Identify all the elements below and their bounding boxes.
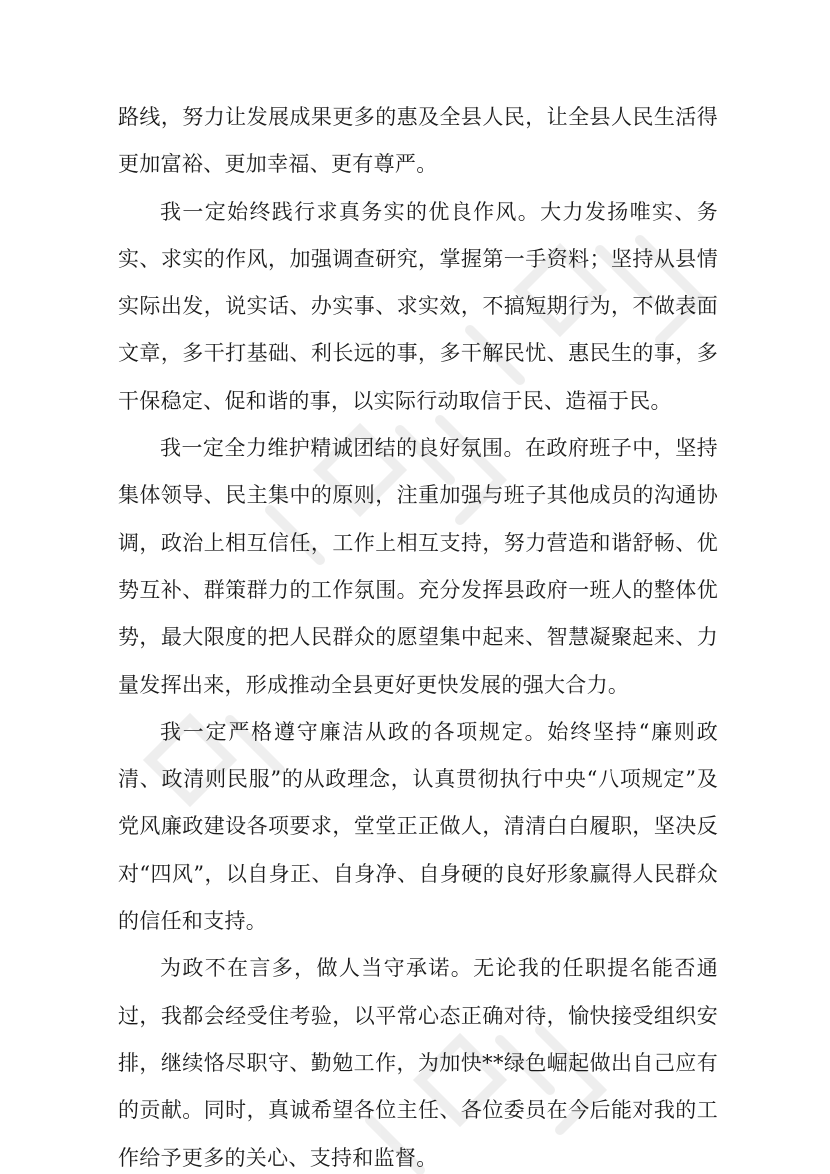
- paragraph-2: 我一定始终践行求真务实的优良作风。大力发扬唯实、务实、求实的作风，加强调查研究，掌握第一手资料；坚持从县情实际出发，说实话、办实事、求实效，不搞短期行为，不做表面文章，多干打基础、利长远的事，多干解民忧、惠民生的事，多干保稳定、促和谐的事，以实际行动取信于民、造福于民。: [118, 199, 718, 413]
- paragraph-1: 路线，努力让发展成果更多的惠及全县人民，让全县人民生活得更加富裕、更加幸福、更有尊严。: [118, 105, 718, 177]
- paragraph-5: 为政不在言多，做人当守承诺。无论我的任职提名能否通过，我都会经受住考验，以平常心态正确对待，愉快接受组织安排，继续恪尽职守、勤勉工作，为加快**绿色崛起做出自己应有的贡献。同时，真诚希望各位主任、各位委员在今后能对我的工作给予更多的关心、支持和监督。: [118, 956, 718, 1170]
- document-body: [118, 94, 718, 1174]
- paragraph-4: 我一定严格遵守廉洁从政的各项规定。始终坚持“廉则政清、政清则民服”的从政理念，认真贯彻执行中央“八项规定”及党风廉政建设各项要求，堂堂正正做人，清清白白履职，坚决反对“四风”，以自身正、自身净、自身硬的良好形象赢得人民群众的信任和支持。: [118, 719, 718, 934]
- paragraph-3: 我一定全力维护精诚团结的良好氛围。在政府班子中，坚持集体领导、民主集中的原则，注重加强与班子其他成员的沟通协调，政治上相互信任，工作上相互支持，努力营造和谐舒畅、优势互补、群策群力的工作氛围。充分发挥县政府一班人的整体优势，最大限度的把人民群众的愿望集中起来、智慧凝聚起来、力量发挥出来，形成推动全县更好更快发展的强大合力。: [118, 436, 718, 697]
